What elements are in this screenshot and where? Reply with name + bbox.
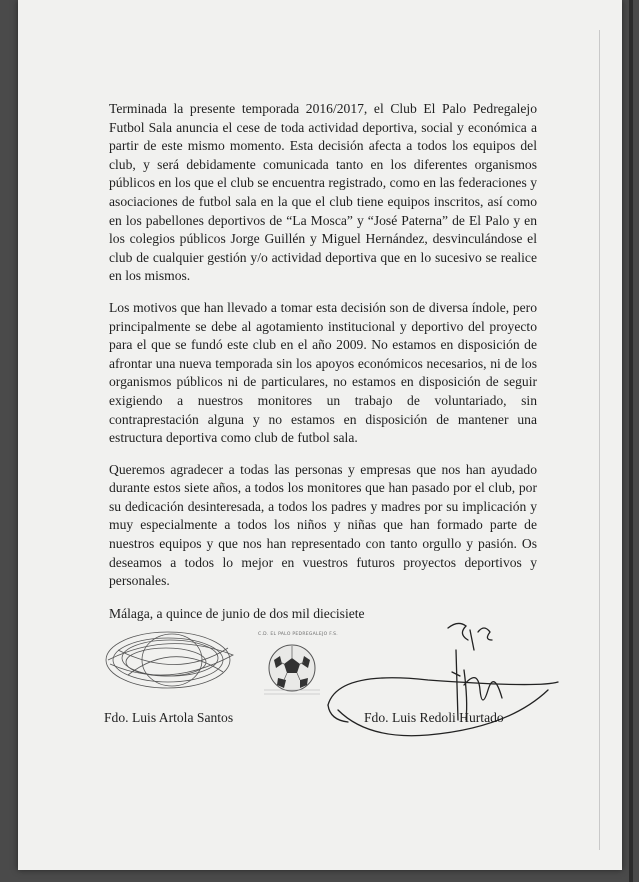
signature-left-icon [98,620,248,700]
paragraph-2: Los motivos que han llevado a tomar esta decisión son de diversa índole, pero principalmente se debe al agotamiento institucional y deportivo del proyecto para el que se fundó este club en el año 2009. No estamos en disposición de afrontar una nueva temporada sin los apoyos económicos necesarios, ni de los organismos públicos ni de particulares, no estamos en disposición de seguir exigiendo a nuestros monitores un trabajo de voluntariado, sin contraprestación alguna y no estamos en disposición de mantener una estructura deportiva como club de futbol sala. [109,299,537,446]
paragraph-1: Terminada la presente temporada 2016/2017, el Club El Palo Pedregalejo Futbol Sala anuncia el cese de toda actividad deportiva, social y económica a partir de este mismo momento. Esta decisión afecta a todos los equipos del club, y será debidamente comunicada tanto en los diferentes organismos públicos en los que el club se encuentra registrado, como en las federaciones y asociaciones de futbol sala en la que el club tiene equipos inscritos, así como en los pabellones deportivos de “La Mosca” y “José Paterna” de El Palo y en los colegios públicos Jorge Guillén y Miguel Hernández, desvinculándose el club de cualquier gestión y/o actividad deportiva que en lo sucesivo se realice en los mismos. [109,101,537,284]
paragraph-3: Queremos agradecer a todas las personas y empresas que nos han ayudado durante estos siete años, a todos los monitores que han pasado por el club, por su dedicación desinteresada, a todos los padres y madres por su implicación y muy especialmente a todos los niños y niñas que han formado parte de nuestros equipos y que nos han representado con tanto orgullo y pasión. Os deseamos a todos lo mejor en vuestros futuros proyectos deportivos y personales. [109,461,537,589]
letter-body [109,100,537,636]
viewer-edge [629,0,633,882]
document-page [18,0,622,870]
stamp-label: C.D. EL PALO PEDREGALEJO F.S. [258,632,338,637]
place-date: Málaga, a quince de junio de dos mil diecisiete [109,605,365,621]
signer-right-name: Fdo. Luis Redoli Hurtado [364,710,504,725]
signer-left-name: Fdo. Luis Artola Santos [104,710,234,725]
signature-area [18,610,622,760]
